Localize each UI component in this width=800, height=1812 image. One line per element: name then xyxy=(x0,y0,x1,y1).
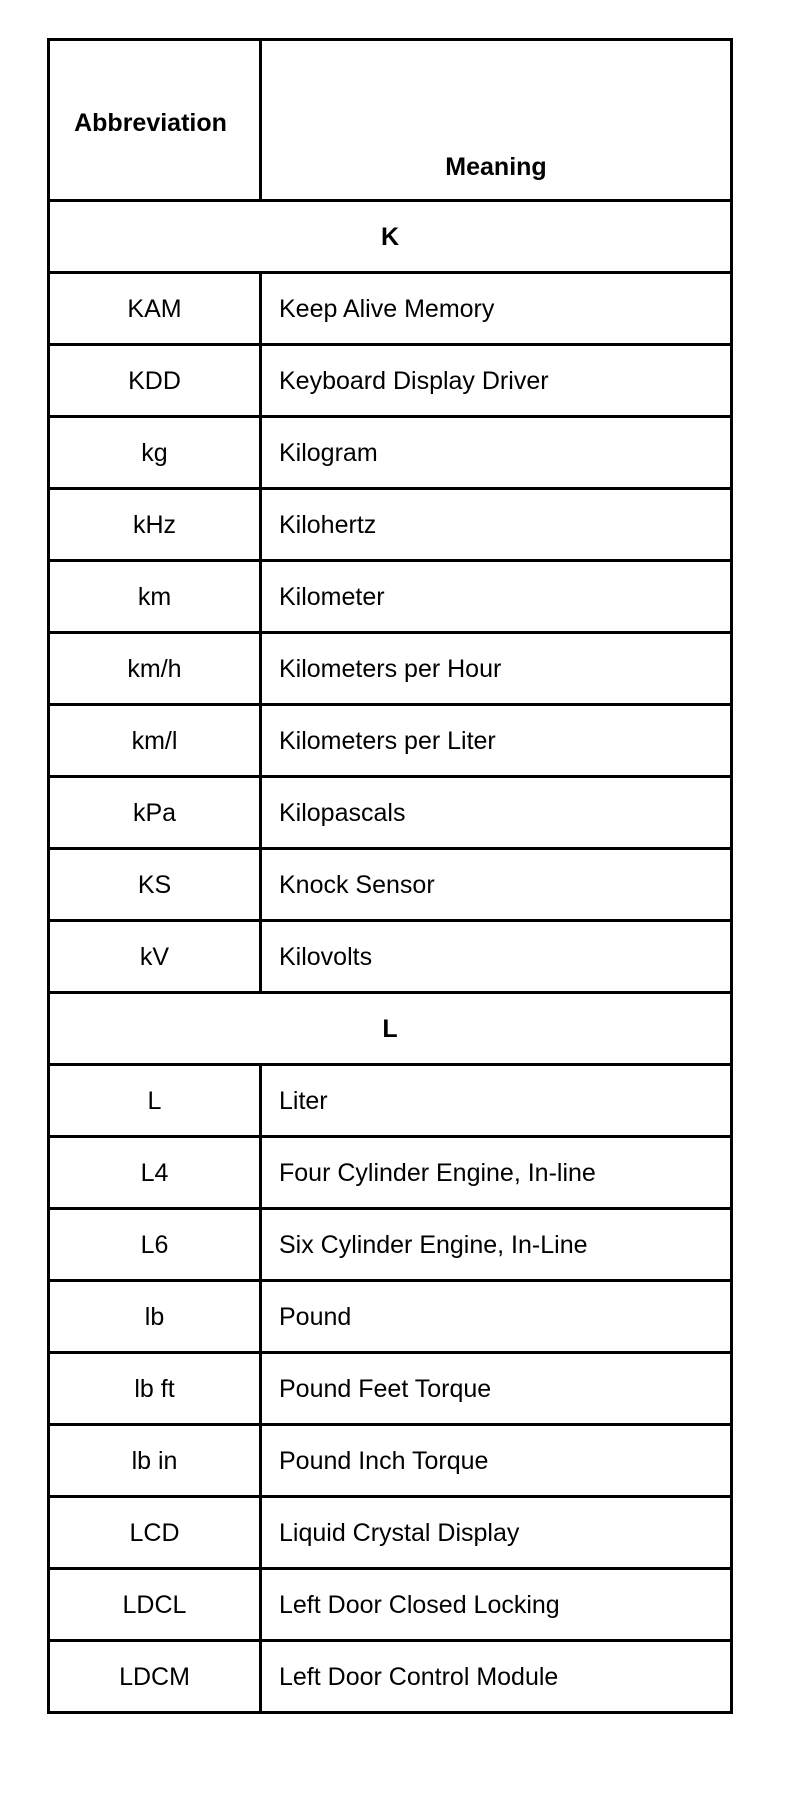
meaning-cell: Liter xyxy=(261,1065,732,1137)
abbreviation-cell: kV xyxy=(49,921,261,993)
meaning-cell: Keep Alive Memory xyxy=(261,273,732,345)
abbreviation-cell: lb in xyxy=(49,1425,261,1497)
meaning-cell: Six Cylinder Engine, In-Line xyxy=(261,1209,732,1281)
abbreviation-cell: L4 xyxy=(49,1137,261,1209)
meaning-cell: Kilometers per Hour xyxy=(261,633,732,705)
meaning-cell: Kilopascals xyxy=(261,777,732,849)
meaning-cell: Pound xyxy=(261,1281,732,1353)
table-row xyxy=(49,1497,732,1569)
meaning-cell: Liquid Crystal Display xyxy=(261,1497,732,1569)
meaning-cell: Left Door Control Module xyxy=(261,1641,732,1713)
abbreviation-cell: km xyxy=(49,561,261,633)
section-letter: K xyxy=(49,201,732,273)
table-row xyxy=(49,705,732,777)
abbreviations-table xyxy=(47,38,733,1714)
abbreviation-cell: kHz xyxy=(49,489,261,561)
table-row xyxy=(49,1425,732,1497)
abbreviation-column-header: Abbreviation xyxy=(49,40,261,201)
abbreviation-cell: kPa xyxy=(49,777,261,849)
abbreviation-cell: kg xyxy=(49,417,261,489)
meaning-cell: Four Cylinder Engine, In-line xyxy=(261,1137,732,1209)
meaning-column-header: Meaning xyxy=(261,40,732,201)
table-row xyxy=(49,1137,732,1209)
table-row xyxy=(49,1353,732,1425)
table-row xyxy=(49,849,732,921)
meaning-cell: Kilohertz xyxy=(261,489,732,561)
table-row xyxy=(49,417,732,489)
table-row xyxy=(49,489,732,561)
table-row xyxy=(49,921,732,993)
abbreviation-cell: L6 xyxy=(49,1209,261,1281)
abbreviation-cell: km/h xyxy=(49,633,261,705)
abbreviation-cell: LDCM xyxy=(49,1641,261,1713)
abbreviation-cell: KS xyxy=(49,849,261,921)
table-row xyxy=(49,273,732,345)
table-body xyxy=(49,201,732,1713)
abbreviation-cell: LDCL xyxy=(49,1569,261,1641)
table-row xyxy=(49,1281,732,1353)
abbreviation-cell: lb xyxy=(49,1281,261,1353)
abbreviation-cell: KDD xyxy=(49,345,261,417)
section-row-k xyxy=(49,201,732,273)
table-row xyxy=(49,1209,732,1281)
meaning-cell: Kilogram xyxy=(261,417,732,489)
table-row xyxy=(49,561,732,633)
table-row xyxy=(49,345,732,417)
table-row xyxy=(49,633,732,705)
meaning-cell: Kilometer xyxy=(261,561,732,633)
abbreviation-cell: LCD xyxy=(49,1497,261,1569)
meaning-cell: Knock Sensor xyxy=(261,849,732,921)
abbreviation-cell: KAM xyxy=(49,273,261,345)
section-letter: L xyxy=(49,993,732,1065)
table-row xyxy=(49,1065,732,1137)
table-row xyxy=(49,1641,732,1713)
section-row-l xyxy=(49,993,732,1065)
table-row xyxy=(49,777,732,849)
abbreviation-cell: lb ft xyxy=(49,1353,261,1425)
abbreviation-cell: km/l xyxy=(49,705,261,777)
table-header-row xyxy=(49,40,732,201)
abbreviation-cell: L xyxy=(49,1065,261,1137)
meaning-cell: Keyboard Display Driver xyxy=(261,345,732,417)
meaning-cell: Pound Inch Torque xyxy=(261,1425,732,1497)
meaning-cell: Pound Feet Torque xyxy=(261,1353,732,1425)
meaning-cell: Kilovolts xyxy=(261,921,732,993)
meaning-cell: Kilometers per Liter xyxy=(261,705,732,777)
meaning-cell: Left Door Closed Locking xyxy=(261,1569,732,1641)
table-row xyxy=(49,1569,732,1641)
